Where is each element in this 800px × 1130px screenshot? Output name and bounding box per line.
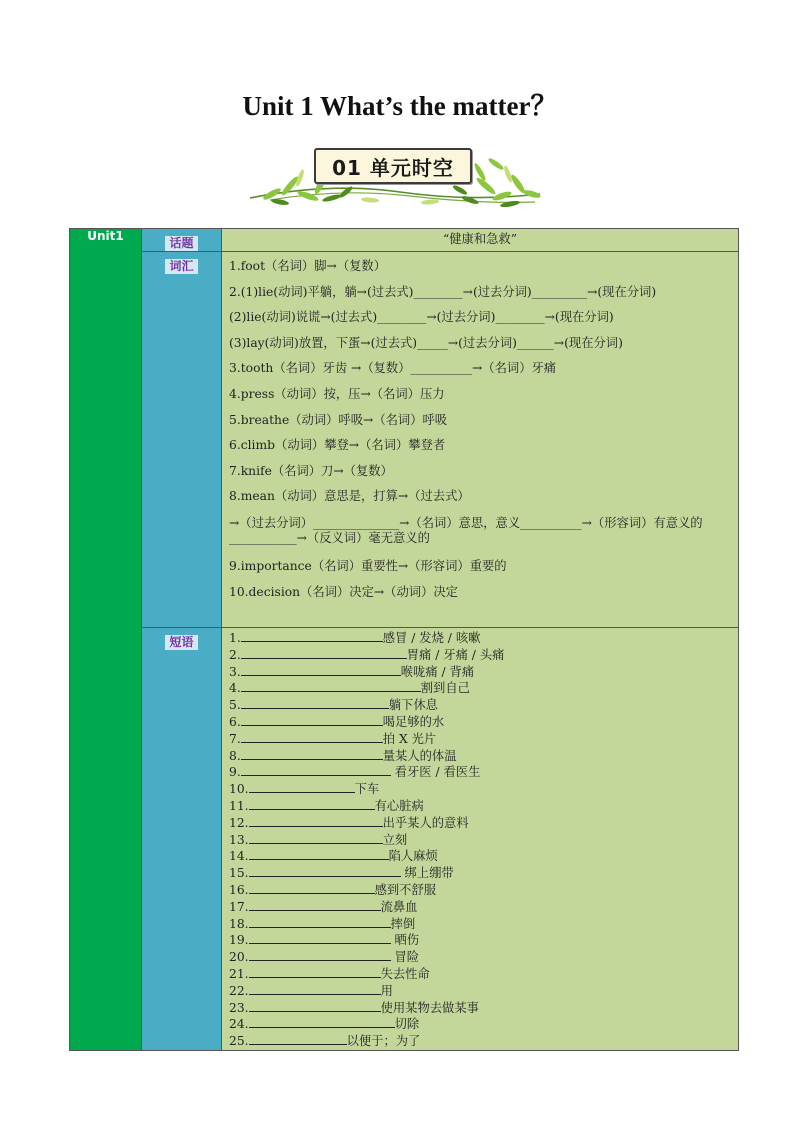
unit-cell: Unit1	[70, 229, 142, 1051]
phrase-item	[229, 899, 732, 916]
phrase-number: 25.	[229, 1034, 249, 1049]
phrase-item	[229, 764, 732, 781]
phrase-blank[interactable]	[249, 832, 383, 844]
phrase-meaning: 看牙医 / 看医生	[390, 765, 481, 780]
phrase-number: 7.	[229, 731, 241, 746]
phrase-blank[interactable]	[249, 916, 391, 928]
phrases-label: 短语	[165, 635, 197, 650]
phrase-number: 14.	[229, 849, 249, 864]
phrase-item	[229, 680, 732, 697]
phrase-meaning: 出乎某人的意料	[382, 815, 469, 830]
phrase-meaning: 喉咙痛 / 背痛	[400, 664, 475, 679]
phrase-meaning: 陷人麻烦	[388, 849, 438, 864]
phrase-blank[interactable]	[249, 781, 355, 793]
phrase-item	[229, 781, 732, 798]
phrase-item	[229, 664, 732, 681]
page-title: Unit 1 What’s the matter？	[242, 91, 558, 121]
phrase-item	[229, 932, 732, 949]
phrase-blank[interactable]	[241, 680, 421, 692]
phrase-number: 4.	[229, 681, 241, 696]
section-banner	[250, 142, 550, 210]
phrase-list	[222, 628, 738, 1050]
topic-row	[70, 229, 739, 252]
vocab-row	[70, 252, 739, 628]
vocab-item: 9.importance（名词）重要性→（形容词）重要的	[229, 558, 507, 573]
vocab-label: 词汇	[165, 259, 197, 274]
vocab-item: 8.mean（动词）意思是，打算→（过去式）	[229, 489, 470, 504]
vocab-item: 5.breathe（动词）呼吸→（名词）呼吸	[229, 412, 448, 427]
phrase-meaning: 使用某物去做某事	[380, 1000, 479, 1015]
vocab-item: 3.tooth（名词）牙齿 →（复数）__________→（名词）牙痛	[229, 361, 557, 376]
vocab-item: 6.climb（动词）攀登→（名词）攀登者	[229, 438, 446, 453]
phrase-blank[interactable]	[249, 899, 381, 911]
phrase-number: 15.	[229, 866, 249, 881]
phrase-number: 20.	[229, 950, 249, 965]
phrase-meaning: 躺下休息	[388, 698, 438, 713]
phrase-item	[229, 697, 732, 714]
phrase-blank[interactable]	[249, 848, 389, 860]
phrases-label-cell	[142, 628, 222, 1051]
vocab-item: →（过去分词）______________→（名词）意思，意义__________→（形容词）有意义的___________→（反义词）毫无意义的	[229, 515, 703, 545]
phrase-blank[interactable]	[241, 764, 391, 776]
phrase-item	[229, 966, 732, 983]
phrase-number: 2.	[229, 647, 241, 662]
phrase-number: 19.	[229, 933, 249, 948]
phrase-meaning: 割到自己	[420, 681, 470, 696]
phrase-meaning: 下车	[354, 782, 380, 797]
phrase-blank[interactable]	[249, 966, 381, 978]
phrase-number: 12.	[229, 815, 249, 830]
vocab-item: 2.(1)lie(动词)平躺，躺→(过去式)________→(过去分词)_________→(现在分词)	[229, 284, 657, 299]
vocab-item: 4.press（动词）按，压→（名词）压力	[229, 386, 445, 401]
phrase-item	[229, 983, 732, 1000]
phrase-meaning: 冒险	[390, 950, 420, 965]
vocab-label-cell	[142, 252, 222, 628]
vocab-list	[222, 252, 738, 607]
phrase-blank[interactable]	[249, 932, 391, 944]
topic-content: “健康和急救”	[222, 229, 739, 252]
phrase-blank[interactable]	[249, 1000, 381, 1012]
phrase-blank[interactable]	[249, 949, 391, 961]
phrase-item	[229, 882, 732, 899]
vocab-item: 10.decision（名词）决定→（动词）决定	[229, 584, 458, 599]
phrase-number: 8.	[229, 748, 241, 763]
phrase-meaning: 失去性命	[380, 966, 430, 981]
phrase-blank[interactable]	[249, 865, 401, 877]
phrase-item	[229, 1033, 732, 1050]
phrase-item	[229, 916, 732, 933]
phrase-meaning: 胃痛 / 牙痛 / 头痛	[406, 647, 505, 662]
phrase-number: 16.	[229, 882, 249, 897]
phrase-number: 9.	[229, 765, 241, 780]
vocab-item: (3)lay(动词)放置，下蛋→(过去式)_____→(过去分词)______→(现在分词)	[229, 335, 623, 350]
phrase-meaning: 以便于；为了	[346, 1034, 421, 1049]
phrase-meaning: 立刻	[382, 832, 408, 847]
phrase-meaning: 有心脏病	[374, 798, 424, 813]
phrase-meaning: 感到不舒服	[374, 882, 437, 897]
phrase-item	[229, 748, 732, 765]
topic-label: 话题	[165, 236, 197, 251]
phrase-meaning: 晒伤	[390, 933, 420, 948]
phrase-number: 17.	[229, 899, 249, 914]
phrase-item	[229, 731, 732, 748]
phrase-number: 22.	[229, 983, 249, 998]
phrase-blank[interactable]	[241, 697, 389, 709]
phrases-content	[222, 628, 739, 1051]
phrase-blank[interactable]	[249, 1016, 395, 1028]
unit-summary-table	[69, 228, 739, 1051]
phrase-blank[interactable]	[249, 798, 375, 810]
phrase-blank[interactable]	[241, 664, 401, 676]
phrase-item	[229, 1016, 732, 1033]
phrase-meaning: 拍 X 光片	[382, 731, 437, 746]
phrase-meaning: 喝足够的水	[382, 714, 445, 729]
phrase-number: 18.	[229, 916, 249, 931]
vocab-item: 7.knife（名词）刀→（复数）	[229, 463, 393, 478]
phrase-number: 23.	[229, 1000, 249, 1015]
phrase-number: 24.	[229, 1017, 249, 1032]
phrase-number: 10.	[229, 782, 249, 797]
vocab-content	[222, 252, 739, 628]
phrase-blank[interactable]	[249, 882, 375, 894]
phrase-number: 6.	[229, 714, 241, 729]
phrase-item	[229, 832, 732, 849]
phrase-item	[229, 815, 732, 832]
phrase-meaning: 量某人的体温	[382, 748, 457, 763]
banner-label: 01 单元时空	[314, 148, 472, 184]
phrase-blank[interactable]	[249, 983, 381, 995]
phrase-number: 5.	[229, 698, 241, 713]
phrase-number: 13.	[229, 832, 249, 847]
phrase-number: 3.	[229, 664, 241, 679]
phrase-blank[interactable]	[249, 815, 383, 827]
phrase-blank[interactable]	[241, 731, 383, 743]
phrase-item	[229, 798, 732, 815]
phrase-blank[interactable]	[241, 714, 383, 726]
phrase-blank[interactable]	[241, 647, 407, 659]
phrases-row	[70, 628, 739, 1051]
phrase-item	[229, 714, 732, 731]
phrase-item	[229, 1000, 732, 1017]
phrase-number: 11.	[229, 798, 249, 813]
phrase-meaning: 用	[380, 983, 393, 998]
phrase-meaning: 绑上绷带	[400, 866, 454, 881]
topic-label-cell	[142, 229, 222, 252]
phrase-blank[interactable]	[249, 1033, 347, 1045]
phrase-number: 21.	[229, 966, 249, 981]
phrase-meaning: 摔倒	[390, 916, 416, 931]
phrase-item	[229, 647, 732, 664]
phrase-item	[229, 865, 732, 882]
phrase-item	[229, 630, 732, 647]
vocab-item: 1.foot（名词）脚→（复数）	[229, 259, 387, 273]
phrase-meaning: 切除	[394, 1017, 420, 1032]
phrase-item	[229, 848, 732, 865]
phrase-item	[229, 949, 732, 966]
vocab-item: (2)lie(动词)说谎→(过去式)________→(过去分词)________→(现在分词)	[229, 310, 614, 325]
phrase-meaning: 流鼻血	[380, 899, 418, 914]
phrase-blank[interactable]	[241, 630, 383, 642]
phrase-number: 1.	[229, 631, 241, 645]
phrase-meaning: 感冒 / 发烧 / 咳嗽	[382, 631, 481, 645]
phrase-blank[interactable]	[241, 748, 383, 760]
